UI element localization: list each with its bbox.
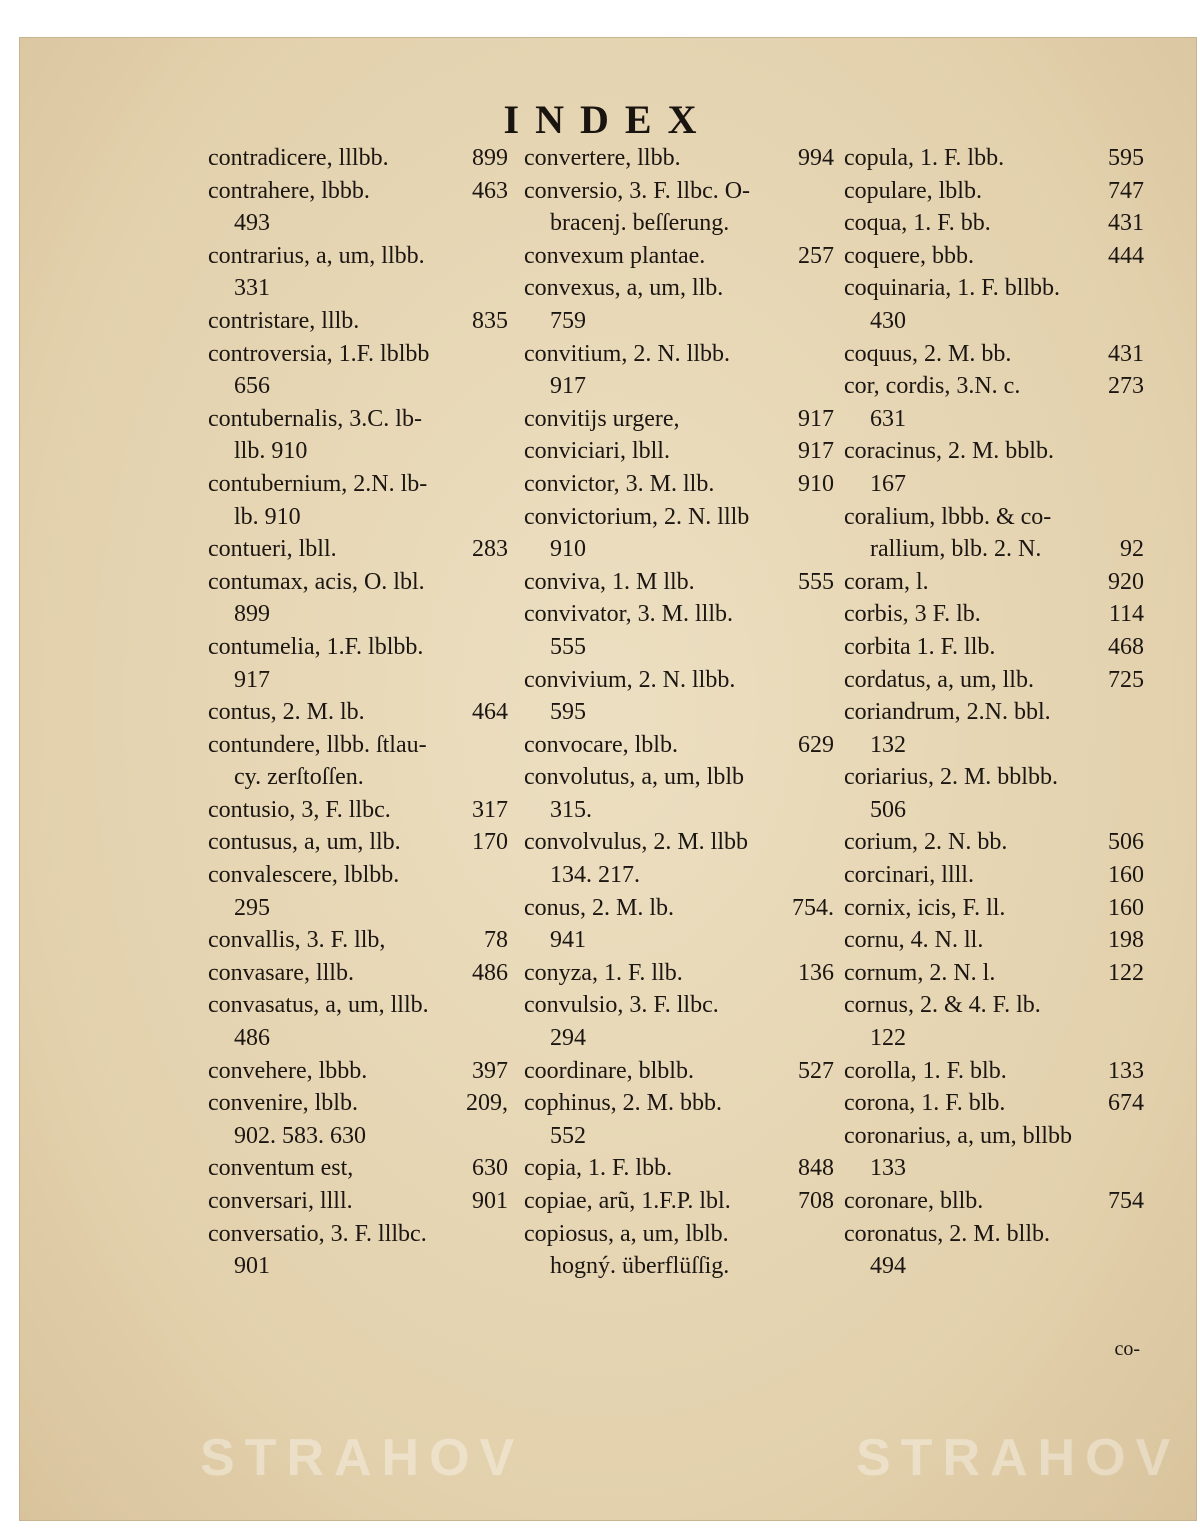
entry-text: coralium, lbbb. & co- xyxy=(844,503,1052,530)
watermark-left: STRAHOV xyxy=(200,1429,525,1487)
entry-text: corbis, 3 F. lb. xyxy=(844,601,981,628)
entry-text: contundere, llbb. ſtlau- xyxy=(208,731,427,758)
index-entry xyxy=(208,1218,508,1251)
index-entry xyxy=(208,696,508,729)
index-entry xyxy=(844,370,1144,403)
entry-text: conversari, llll. xyxy=(208,1188,353,1214)
index-entry xyxy=(524,305,834,338)
entry-text: coracinus, 2. M. bblb. xyxy=(844,438,1054,465)
entry-text: coquinaria, 1. F. bllbb. xyxy=(844,275,1061,302)
entry-text: copiae, arũ, 1.F.P. lbl. xyxy=(524,1188,731,1214)
entry-page-number: 160 xyxy=(1108,894,1144,921)
index-entry xyxy=(208,1185,508,1218)
index-entry xyxy=(844,1022,1144,1055)
entry-text: conversatio, 3. F. lllbc. xyxy=(208,1220,427,1247)
entry-text: 506 xyxy=(870,796,906,823)
entry-text: coquere, bbb. xyxy=(844,242,974,269)
index-entry xyxy=(844,403,1144,436)
entry-text: 331 xyxy=(234,275,270,302)
index-entry xyxy=(524,1055,834,1088)
entry-text: 941 xyxy=(550,927,586,954)
index-entry xyxy=(524,1120,834,1153)
index-entry xyxy=(208,989,508,1022)
index-entry xyxy=(844,468,1144,501)
entry-page-number: 899 xyxy=(472,145,508,171)
index-entry xyxy=(524,761,834,794)
entry-text: 631 xyxy=(870,405,906,432)
entry-text: 133 xyxy=(870,1155,906,1182)
entry-page-number: 463 xyxy=(472,177,508,204)
entry-text: coram, l. xyxy=(844,568,929,595)
entry-page-number: 555 xyxy=(798,568,834,595)
index-entry xyxy=(524,696,834,729)
index-column-1 xyxy=(208,142,508,1283)
entry-text: 902. 583. 630 xyxy=(234,1122,366,1149)
page-header: INDEX xyxy=(503,97,713,142)
entry-page-number: 198 xyxy=(1108,927,1144,954)
entry-text: 595 xyxy=(550,699,586,726)
entry-page-number: 122 xyxy=(1108,959,1144,986)
index-entry xyxy=(208,142,508,175)
index-entry xyxy=(524,826,834,859)
index-entry xyxy=(524,468,834,501)
entry-text: convictorium, 2. N. lllb xyxy=(524,503,750,530)
index-entry xyxy=(208,794,508,827)
entry-page-number: 160 xyxy=(1108,862,1144,889)
index-entry xyxy=(844,1218,1144,1251)
index-entry xyxy=(208,1087,508,1120)
catchword: co- xyxy=(1114,1338,1140,1360)
entry-text: 552 xyxy=(550,1122,586,1149)
index-entry xyxy=(844,631,1144,664)
entry-text: contradicere, lllbb. xyxy=(208,145,389,171)
index-entry xyxy=(208,533,508,566)
entry-text: convivator, 3. M. lllb. xyxy=(524,601,734,628)
entry-text: 493 xyxy=(234,210,270,237)
index-entry xyxy=(844,859,1144,892)
entry-text: coriandrum, 2.N. bbl. xyxy=(844,699,1051,726)
entry-text: 134. 217. xyxy=(550,862,640,889)
entry-text: convallis, 3. F. llb, xyxy=(208,927,386,954)
index-entry xyxy=(524,435,834,468)
entry-text: conyza, 1. F. llb. xyxy=(524,959,683,986)
entry-text: conviva, 1. M llb. xyxy=(524,568,695,595)
entry-text: coqua, 1. F. bb. xyxy=(844,210,991,237)
entry-text: 167 xyxy=(870,470,906,497)
entry-text: coordinare, blblb. xyxy=(524,1057,694,1084)
index-entry xyxy=(208,761,508,794)
index-entry xyxy=(208,859,508,892)
entry-text: 901 xyxy=(234,1253,270,1280)
entry-text: corbita 1. F. llb. xyxy=(844,633,996,660)
index-entry xyxy=(208,403,508,436)
index-entry xyxy=(524,1218,834,1251)
index-entry xyxy=(208,664,508,697)
entry-page-number: 754. xyxy=(792,894,834,921)
entry-page-number: 674 xyxy=(1108,1090,1144,1117)
index-entry xyxy=(844,1055,1144,1088)
entry-page-number: 92 xyxy=(1120,536,1144,563)
index-entry xyxy=(524,1087,834,1120)
index-entry xyxy=(208,598,508,631)
entry-page-number: 901 xyxy=(472,1188,508,1214)
entry-text: lb. 910 xyxy=(234,503,301,530)
entry-text: 910 xyxy=(550,536,586,563)
index-entry xyxy=(208,175,508,208)
entry-page-number: 136 xyxy=(798,959,834,986)
index-entry xyxy=(208,272,508,305)
entry-text: contrarius, a, um, llbb. xyxy=(208,242,425,269)
entry-text: contubernalis, 3.C. lb- xyxy=(208,405,422,432)
index-entry xyxy=(524,1152,834,1185)
index-entry xyxy=(208,468,508,501)
entry-page-number: 273 xyxy=(1108,373,1144,400)
index-entry xyxy=(844,207,1144,240)
entry-text: bracenj. beſſerung. xyxy=(550,210,730,237)
index-entry xyxy=(524,794,834,827)
index-entry xyxy=(524,1250,834,1283)
entry-text: convictor, 3. M. llb. xyxy=(524,470,715,497)
index-entry xyxy=(844,598,1144,631)
index-entry xyxy=(208,892,508,925)
index-entry xyxy=(208,435,508,468)
index-entry xyxy=(208,924,508,957)
entry-page-number: 283 xyxy=(472,536,508,563)
index-entry xyxy=(844,729,1144,762)
entry-page-number: 920 xyxy=(1108,568,1144,595)
entry-page-number: 747 xyxy=(1108,177,1144,204)
entry-text: 494 xyxy=(870,1253,906,1280)
index-entry xyxy=(208,1250,508,1283)
entry-text: contusio, 3, F. llbc. xyxy=(208,796,391,823)
entry-page-number: 910 xyxy=(798,470,834,497)
entry-page-number: 595 xyxy=(1108,145,1144,171)
entry-text: cornu, 4. N. ll. xyxy=(844,927,984,954)
index-entry xyxy=(844,1120,1144,1153)
entry-text: 132 xyxy=(870,731,906,758)
entry-text: convolvulus, 2. M. llbb xyxy=(524,829,749,856)
index-entry xyxy=(844,664,1144,697)
index-entry xyxy=(524,403,834,436)
index-entry xyxy=(524,1185,834,1218)
index-entry xyxy=(208,1152,508,1185)
page xyxy=(20,38,1196,1520)
index-entry xyxy=(208,501,508,534)
entry-page-number: 835 xyxy=(472,307,508,334)
index-entry xyxy=(844,892,1144,925)
index-entry xyxy=(844,1087,1144,1120)
entry-text: 315. xyxy=(550,796,592,823)
entry-text: 899 xyxy=(234,601,270,628)
index-entry xyxy=(524,533,834,566)
index-entry xyxy=(844,957,1144,990)
entry-page-number: 754 xyxy=(1108,1188,1144,1214)
index-entry xyxy=(844,435,1144,468)
entry-page-number: 917 xyxy=(798,438,834,465)
entry-text: cor, cordis, 3.N. c. xyxy=(844,373,1021,400)
entry-text: contus, 2. M. lb. xyxy=(208,699,365,726)
entry-page-number: 708 xyxy=(798,1188,834,1214)
index-column-2 xyxy=(524,142,834,1283)
index-entry xyxy=(524,240,834,273)
entry-text: convasare, lllb. xyxy=(208,959,354,986)
entry-page-number: 464 xyxy=(472,699,508,726)
index-entry xyxy=(208,826,508,859)
entry-text: convenire, lblb. xyxy=(208,1090,358,1117)
watermark-right: STRAHOV xyxy=(856,1429,1181,1487)
index-entry xyxy=(524,631,834,664)
index-entry xyxy=(844,240,1144,273)
index-entry xyxy=(208,338,508,371)
index-entry xyxy=(524,207,834,240)
entry-page-number: 527 xyxy=(798,1057,834,1084)
entry-text: 295 xyxy=(234,894,270,921)
entry-text: copulare, lblb. xyxy=(844,177,982,204)
entry-page-number: 78 xyxy=(484,927,508,954)
entry-text: corolla, 1. F. blb. xyxy=(844,1057,1007,1084)
index-entry xyxy=(844,338,1144,371)
entry-text: convasatus, a, um, lllb. xyxy=(208,992,429,1019)
index-entry xyxy=(524,370,834,403)
index-entry xyxy=(208,566,508,599)
entry-page-number: 486 xyxy=(472,959,508,986)
index-entry xyxy=(524,957,834,990)
index-entry xyxy=(208,1055,508,1088)
entry-text: 294 xyxy=(550,1025,586,1052)
entry-text: convivium, 2. N. llbb. xyxy=(524,666,736,693)
entry-text: cy. zerſtoſſen. xyxy=(234,764,364,791)
index-entry xyxy=(844,501,1144,534)
entry-page-number: 431 xyxy=(1108,340,1144,367)
entry-text: hogný. überflüſſig. xyxy=(550,1253,730,1280)
index-entry xyxy=(208,957,508,990)
entry-page-number: 725 xyxy=(1108,666,1144,693)
entry-text: contusus, a, um, llb. xyxy=(208,829,401,856)
entry-text: controversia, 1.F. lblbb xyxy=(208,340,430,367)
index-entry xyxy=(524,989,834,1022)
entry-text: 656 xyxy=(234,373,270,400)
entry-text: convulsio, 3. F. llbc. xyxy=(524,992,719,1019)
entry-text: convexum plantae. xyxy=(524,242,706,269)
index-entry xyxy=(208,207,508,240)
entry-text: 430 xyxy=(870,307,906,334)
index-entry xyxy=(844,826,1144,859)
entry-text: contubernium, 2.N. lb- xyxy=(208,470,428,497)
index-entry xyxy=(524,272,834,305)
entry-text: copula, 1. F. lbb. xyxy=(844,145,1005,171)
entry-text: conus, 2. M. lb. xyxy=(524,894,674,921)
index-entry xyxy=(844,533,1144,566)
entry-page-number: 468 xyxy=(1108,633,1144,660)
entry-text: cophinus, 2. M. bbb. xyxy=(524,1090,722,1117)
entry-page-number: 209, xyxy=(466,1090,508,1117)
entry-text: 122 xyxy=(870,1025,906,1052)
entry-text: coriarius, 2. M. bblbb. xyxy=(844,764,1058,791)
entry-text: contumax, acis, O. lbl. xyxy=(208,568,425,595)
index-entry xyxy=(208,631,508,664)
index-entry xyxy=(844,175,1144,208)
index-entry xyxy=(524,501,834,534)
index-entry xyxy=(208,240,508,273)
entry-text: convitium, 2. N. llbb. xyxy=(524,340,730,367)
index-entry xyxy=(524,598,834,631)
index-entry xyxy=(524,729,834,762)
entry-page-number: 917 xyxy=(798,405,834,432)
entry-text: cordatus, a, um, llb. xyxy=(844,666,1034,693)
entry-page-number: 506 xyxy=(1108,829,1144,856)
index-column-3 xyxy=(844,142,1144,1283)
entry-text: contristare, lllb. xyxy=(208,307,360,334)
index-entry xyxy=(524,892,834,925)
index-entry xyxy=(524,664,834,697)
entry-text: 917 xyxy=(234,666,270,693)
entry-page-number: 629 xyxy=(798,731,834,758)
entry-text: conventum est, xyxy=(208,1155,354,1182)
entry-page-number: 257 xyxy=(798,242,834,269)
entry-text: 917 xyxy=(550,373,586,400)
entry-text: corium, 2. N. bb. xyxy=(844,829,1008,856)
entry-text: corcinari, llll. xyxy=(844,862,974,889)
entry-page-number: 133 xyxy=(1108,1057,1144,1084)
index-entry xyxy=(208,729,508,762)
index-entry xyxy=(844,566,1144,599)
entry-text: 555 xyxy=(550,633,586,660)
entry-text: contueri, lbll. xyxy=(208,536,337,563)
entry-text: coquus, 2. M. bb. xyxy=(844,340,1012,367)
index-entry xyxy=(844,272,1144,305)
index-entry xyxy=(208,1120,508,1153)
entry-text: cornix, icis, F. ll. xyxy=(844,894,1006,921)
entry-text: convertere, llbb. xyxy=(524,145,681,171)
entry-page-number: 114 xyxy=(1108,601,1144,628)
index-entry xyxy=(844,989,1144,1022)
index-entry xyxy=(844,794,1144,827)
entry-text: coronarius, a, um, bllbb xyxy=(844,1122,1072,1149)
entry-page-number: 170 xyxy=(472,829,508,856)
entry-page-number: 444 xyxy=(1108,242,1144,269)
index-entry xyxy=(524,142,834,175)
entry-page-number: 397 xyxy=(472,1057,508,1084)
index-entry xyxy=(844,761,1144,794)
index-entry xyxy=(844,1152,1144,1185)
entry-page-number: 994 xyxy=(798,145,834,171)
entry-text: corona, 1. F. blb. xyxy=(844,1090,1006,1117)
entry-text: convexus, a, um, llb. xyxy=(524,275,724,302)
entry-text: conviciari, lbll. xyxy=(524,438,670,465)
index-entry xyxy=(208,305,508,338)
entry-text: cornus, 2. & 4. F. lb. xyxy=(844,992,1041,1019)
index-entry xyxy=(844,696,1144,729)
entry-text: coronare, bllb. xyxy=(844,1188,984,1214)
entry-text: conversio, 3. F. llbc. O- xyxy=(524,177,751,204)
index-entry xyxy=(844,1250,1144,1283)
index-entry xyxy=(844,1185,1144,1218)
entry-page-number: 630 xyxy=(472,1155,508,1182)
entry-text: 759 xyxy=(550,307,586,334)
entry-text: copia, 1. F. lbb. xyxy=(524,1155,673,1182)
index-entry xyxy=(844,924,1144,957)
entry-text: convehere, lbbb. xyxy=(208,1057,368,1084)
entry-text: convitijs urgere, xyxy=(524,405,680,432)
entry-text: convolutus, a, um, lblb xyxy=(524,764,744,791)
entry-text: convocare, lblb. xyxy=(524,731,678,758)
index-entry xyxy=(844,305,1144,338)
index-entry xyxy=(208,1022,508,1055)
index-entry xyxy=(524,338,834,371)
entry-text: coronatus, 2. M. bllb. xyxy=(844,1220,1050,1247)
entry-page-number: 431 xyxy=(1108,210,1144,237)
entry-text: llb. 910 xyxy=(234,438,308,465)
index-entry xyxy=(524,175,834,208)
entry-text: cornum, 2. N. l. xyxy=(844,959,996,986)
entry-text: contrahere, lbbb. xyxy=(208,177,370,204)
index-entry xyxy=(524,1022,834,1055)
entry-text: 486 xyxy=(234,1025,270,1052)
index-entry xyxy=(844,142,1144,175)
index-entry xyxy=(524,859,834,892)
entry-text: rallium, blb. 2. N. xyxy=(870,536,1042,563)
index-entry xyxy=(524,924,834,957)
entry-page-number: 848 xyxy=(798,1155,834,1182)
entry-text: copiosus, a, um, lblb. xyxy=(524,1220,729,1247)
index-entry xyxy=(524,566,834,599)
entry-page-number: 317 xyxy=(472,796,508,823)
entry-text: contumelia, 1.F. lblbb. xyxy=(208,633,424,660)
index-entry xyxy=(208,370,508,403)
entry-text: convalescere, lblbb. xyxy=(208,862,400,889)
